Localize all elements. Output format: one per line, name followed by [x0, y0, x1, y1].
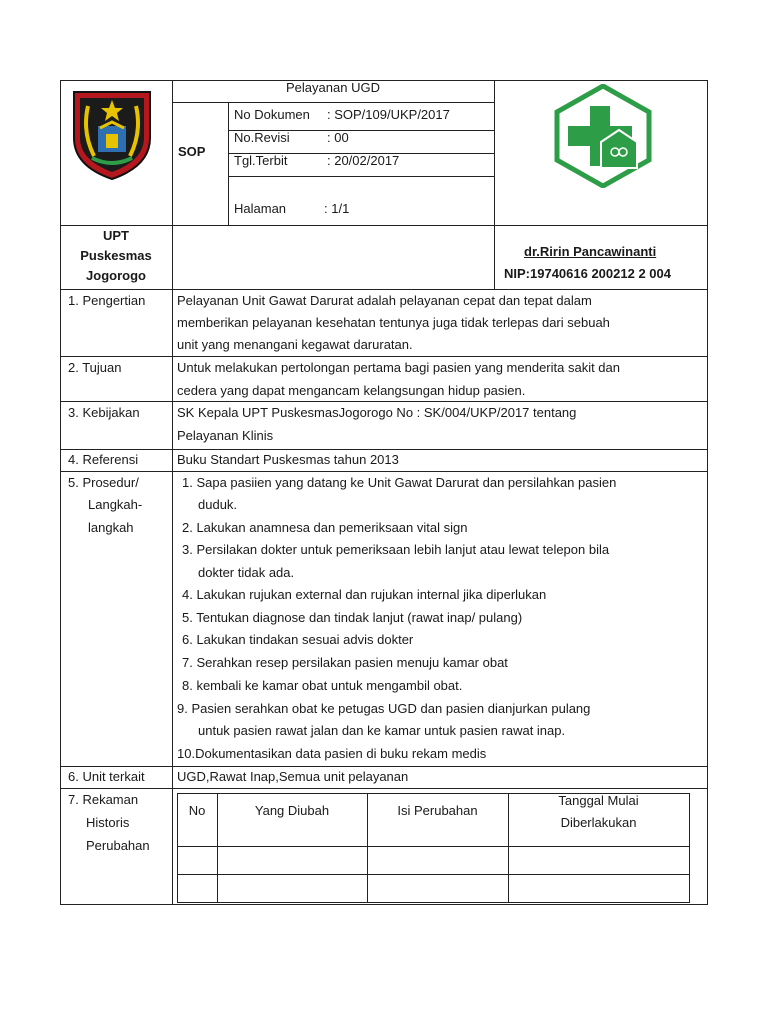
doc-number-label: No Dokumen: [234, 107, 310, 122]
regency-crest-icon: [68, 86, 156, 182]
section-label-unit-terkait: 6. Unit terkait: [68, 769, 145, 784]
procedure-step: 3. Persilakan dokter untuk pemeriksaan lebih lanjut atau lewat telepon bila: [182, 542, 610, 557]
signer-nip: NIP:19740616 200212 2 004: [504, 266, 671, 281]
org-line-1: UPT: [103, 228, 129, 243]
section-label-prosedur: Langkah-: [88, 497, 143, 512]
procedure-step: 1. Sapa pasiien yang datang ke Unit Gawat Darurat dan persilahkan pasien: [182, 475, 617, 490]
procedure-step: untuk pasien rawat jalan dan ke kamar untuk pasien rawat inap.: [198, 723, 566, 738]
procedure-step: 10.Dokumentasikan data pasien di buku rekam medis: [177, 746, 487, 761]
table-header-tanggal: Diberlakukan: [560, 815, 637, 830]
sop-label: SOP: [178, 144, 206, 159]
tujuan-line: cedera yang dapat mengancam kelangsungan hidup pasien.: [177, 383, 526, 398]
section-label-pengertian: 1. Pengertian: [68, 293, 146, 308]
procedure-step: 7. Serahkan resep persilakan pasien menuju kamar obat: [182, 655, 508, 670]
revision-value: : 00: [327, 130, 349, 145]
issue-date-value: : 20/02/2017: [327, 153, 400, 168]
unit-terkait-line: UGD,Rawat Inap,Semua unit pelayanan: [177, 769, 409, 784]
page-label: Halaman: [234, 201, 287, 216]
doc-number-value: : SOP/109/UKP/2017: [327, 107, 450, 122]
table-header-yang-diubah: Yang Diubah: [254, 803, 330, 818]
procedure-step: 5. Tentukan diagnose dan tindak lanjut (rawat inap/ pulang): [182, 610, 523, 625]
procedure-step: 2. Lakukan anamnesa dan pemeriksaan vital sign: [182, 520, 468, 535]
section-label-rekaman: Historis: [86, 815, 130, 830]
org-line-3: Jogorogo: [86, 268, 146, 283]
kebijakan-line: SK Kepala UPT PuskesmasJogorogo No : SK/004/UKP/2017 tentang: [177, 405, 577, 420]
pengertian-line: unit yang menangani kegawat daruratan.: [177, 337, 413, 352]
section-label-tujuan: 2. Tujuan: [68, 360, 122, 375]
table-header-isi-perubahan: Isi Perubahan: [397, 803, 478, 818]
procedure-step: 8. kembali ke kamar obat untuk mengambil obat.: [182, 678, 463, 693]
pengertian-line: Pelayanan Unit Gawat Darurat adalah pelayanan cepat dan tepat dalam: [177, 293, 592, 308]
org-line-2: Puskesmas: [80, 248, 152, 263]
table-header-tanggal: Tanggal Mulai: [558, 793, 639, 808]
issue-date-label: Tgl.Terbit: [234, 153, 288, 168]
procedure-step: 9. Pasien serahkan obat ke petugas UGD dan pasien dianjurkan pulang: [177, 701, 591, 716]
section-label-rekaman: 7. Rekaman: [68, 792, 139, 807]
section-label-kebijakan: 3. Kebijakan: [68, 405, 140, 420]
section-label-prosedur: 5. Prosedur/: [68, 475, 139, 490]
revision-label: No.Revisi: [234, 130, 290, 145]
puskesmas-cross-icon: [553, 84, 653, 188]
document-title: Pelayanan UGD: [286, 80, 380, 95]
procedure-step: duduk.: [198, 497, 238, 512]
pengertian-line: memberikan pelayanan kesehatan tentunya juga tidak terlepas dari sebuah: [177, 315, 610, 330]
kebijakan-line: Pelayanan Klinis: [177, 428, 274, 443]
section-label-prosedur: langkah: [88, 520, 134, 535]
procedure-step: 4. Lakukan rujukan external dan rujukan internal jika diperlukan: [182, 587, 547, 602]
procedure-step: dokter tidak ada.: [198, 565, 295, 580]
tujuan-line: Untuk melakukan pertolongan pertama bagi pasien yang menderita sakit dan: [177, 360, 620, 375]
signer-name: dr.Ririn Pancawinanti: [524, 244, 657, 259]
table-header-no: No: [188, 803, 206, 818]
procedure-step: 6. Lakukan tindakan sesuai advis dokter: [182, 632, 414, 647]
section-label-referensi: 4. Referensi: [68, 452, 139, 467]
page-value: : 1/1: [324, 201, 350, 216]
referensi-line: Buku Standart Puskesmas tahun 2013: [177, 452, 399, 467]
section-label-rekaman: Perubahan: [86, 838, 150, 853]
